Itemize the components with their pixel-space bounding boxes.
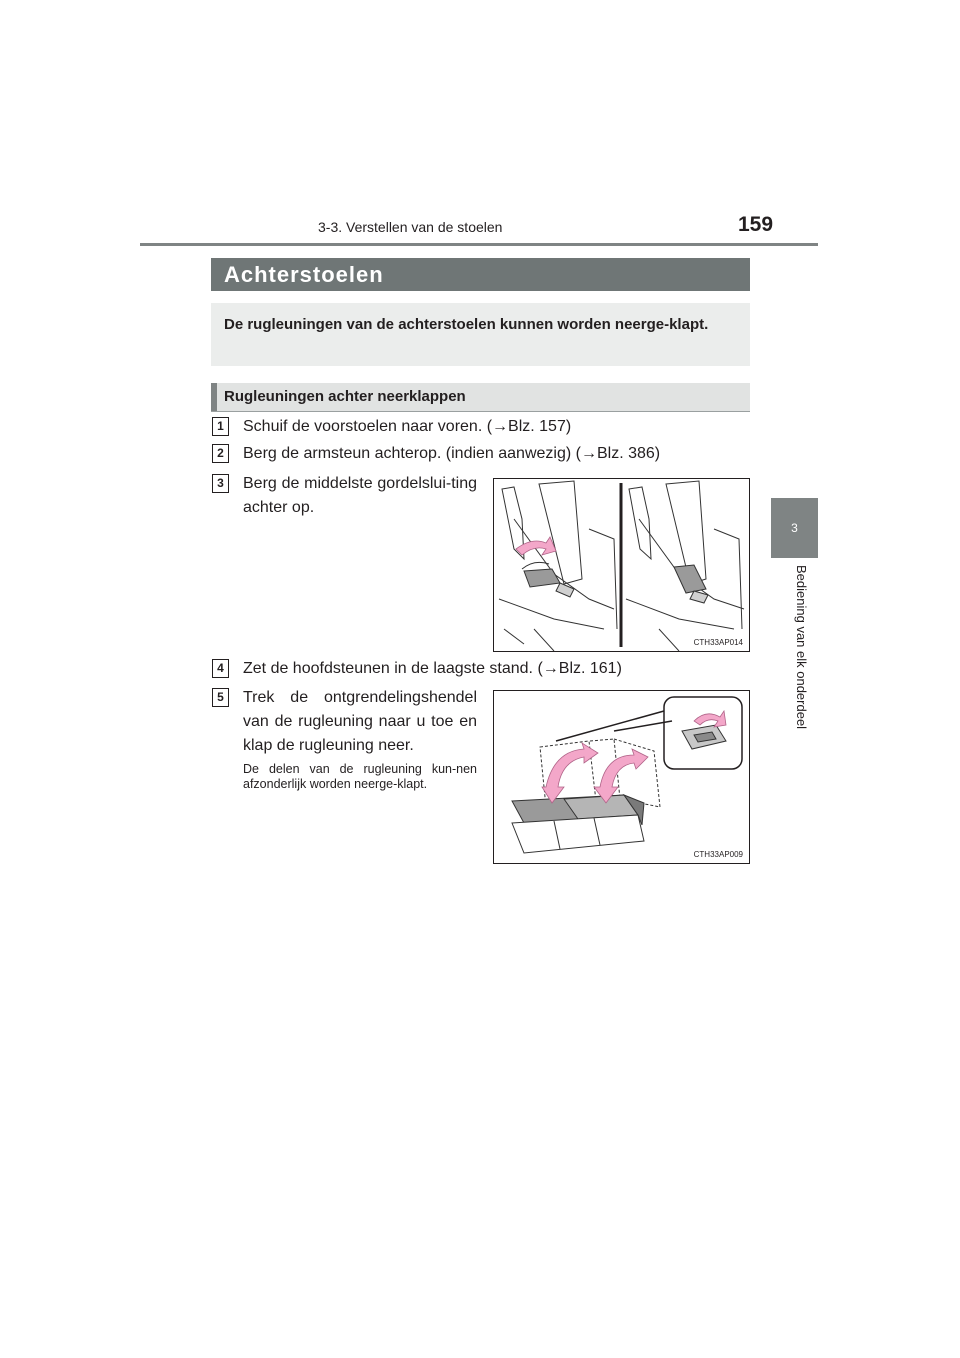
chapter-tab-label: Bediening van elk onderdeel (794, 565, 809, 730)
subsection-underline (211, 411, 750, 412)
subsection-accent (211, 383, 217, 411)
step-5-text: Trek de ontgrendelingshendel van de rugleuning naar u toe en klap de rugleuning neer. (243, 689, 477, 754)
header-divider (140, 243, 818, 246)
figure-1-code: CTH33AP014 (693, 638, 743, 647)
step-1-text: Schuif de voorstoelen naar voren. (→Blz. 157) (243, 418, 572, 435)
figure-fold-seatback (493, 690, 750, 864)
subsection-title: Rugleuningen achter neerklappen (224, 388, 466, 405)
step-3-text: Berg de middelste gordelslui-ting achter op. (243, 475, 477, 516)
figure-seat-belt-buckle (493, 478, 750, 652)
step-number-1: 1 (212, 417, 229, 436)
step-2-text: Berg de armsteun achterop. (indien aanwezig) (→Blz. 386) (243, 445, 661, 462)
step-5-note: De delen van de rugleuning kun-nen afzonderlijk worden neerge-klapt. (243, 762, 477, 791)
step-number-2: 2 (212, 444, 229, 463)
seatback-illustration (494, 691, 749, 863)
section-title: Achterstoelen (224, 262, 384, 287)
chapter-tab: 3 (771, 498, 818, 558)
step-number-3: 3 (212, 474, 229, 493)
step-number-5: 5 (212, 688, 229, 707)
step-number-4: 4 (212, 659, 229, 678)
intro-text: De rugleuningen van de achterstoelen kunnen worden neerge-klapt. (224, 316, 709, 333)
step-4-text: Zet de hoofdsteunen in de laagste stand. (→Blz. 161) (243, 660, 622, 677)
seat-belt-illustration (494, 479, 749, 651)
figure-2-code: CTH33AP009 (693, 850, 743, 859)
running-header-section: 3-3. Verstellen van de stoelen (318, 219, 503, 235)
page-number: 159 (738, 213, 774, 236)
